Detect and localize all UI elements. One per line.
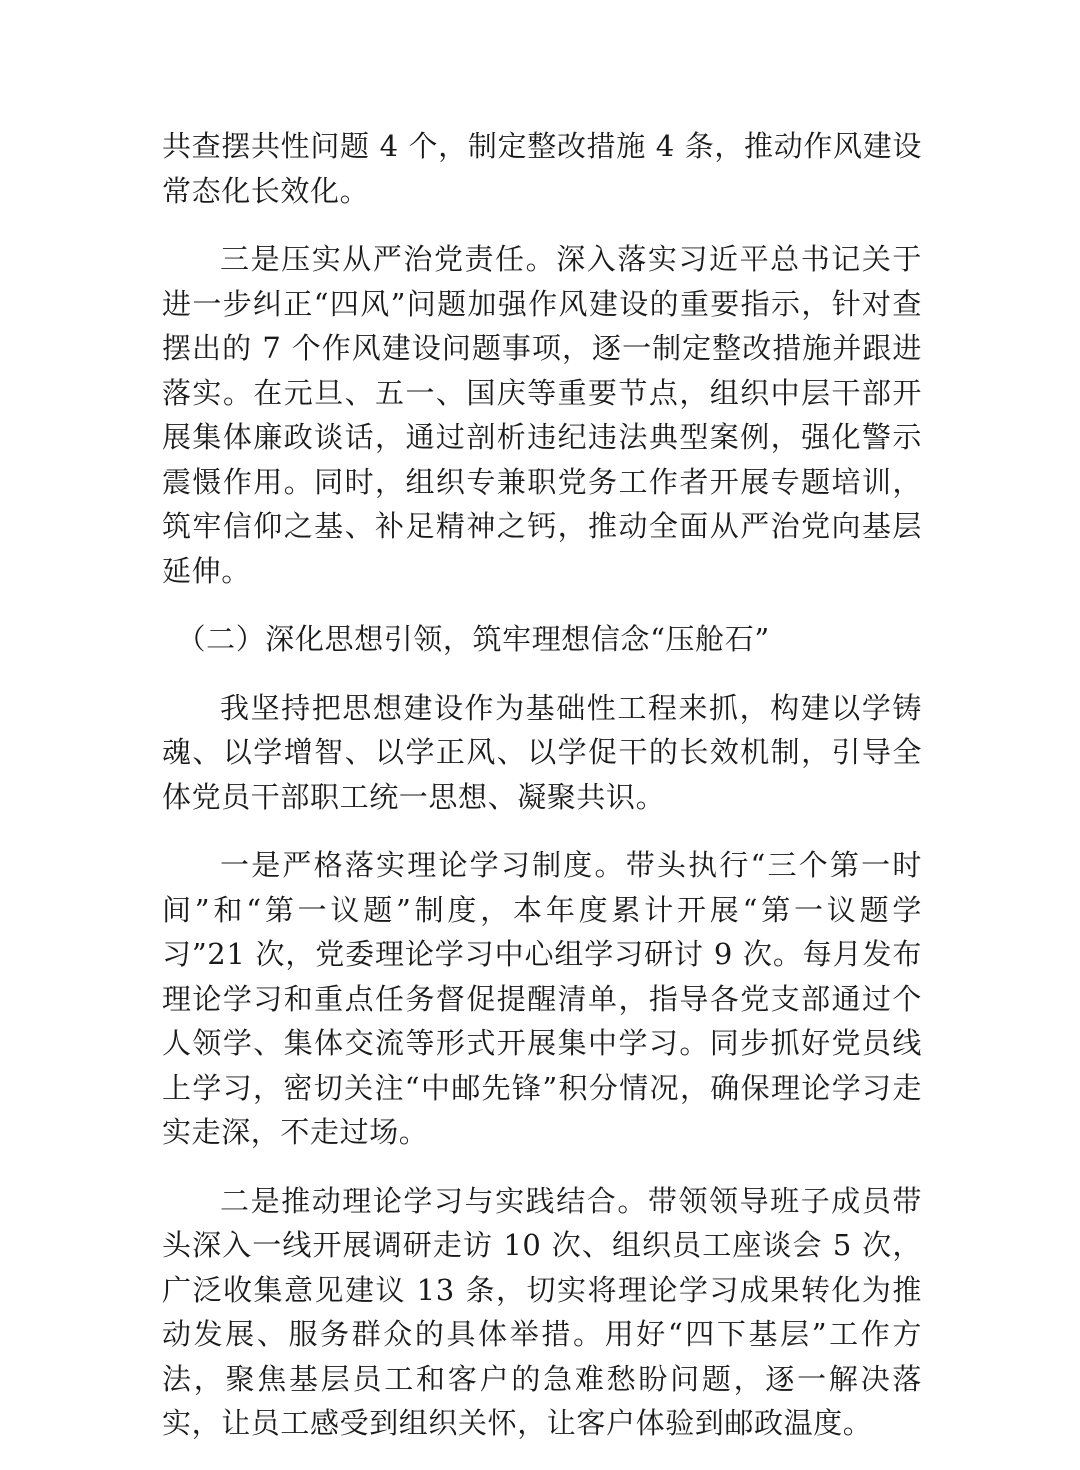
- paragraph-party-responsibility: 三是压实从严治党责任。深入落实习近平总书记关于进一步纠正“四风”问题加强作风建设的重要指示，针对查摆出的 7 个作风建设问题事项，逐一制定整改措施并跟进落实。在元旦、五一、国庆等重要节点，组织中层干部开展集体廉政谈话，通过剖析违纪违法典型案例，强化警示震慑作用。同时，组织专兼职党务工作者开展专题培训，筑牢信仰之基、补足精神之钙，推动全面从严治党向基层延伸。: [162, 242, 922, 588]
- section-heading-ideology: （二）深化思想引领，筑牢理想信念“压舱石”: [176, 622, 770, 656]
- paragraph-theory-study: 一是严格落实理论学习制度。带头执行“三个第一时间”和“第一议题”制度，本年度累计开展“第一议题学习”21 次，党委理论学习中心组学习研讨 9 次。每月发布理论学习和重点任务督促提醒清单，指导各党支部通过个人领学、集体交流等形式开展集中学习。同步抓好党员线上学习，密切关注“中邮先锋”积分情况，确保理论学习走实走深，不走过场。: [162, 848, 922, 1149]
- paragraph-theory-practice: 二是推动理论学习与实践结合。带领领导班子成员带头深入一线开展调研走访 10 次、组织员工座谈会 5 次，广泛收集意见建议 13 条，切实将理论学习成果转化为推动发展、服务群众的具体举措。用好“四下基层”工作方法，聚焦基层员工和客户的急难愁盼问题，逐一解决落实，让员工感受到组织关怀，让客户体验到邮政温度。: [162, 1183, 922, 1440]
- paragraph-ideology-intro: 我坚持把思想建设作为基础性工程来抓，构建以学铸魂、以学增智、以学正风、以学促干的长效机制，引导全体党员干部职工统一思想、凝聚共识。: [162, 690, 922, 814]
- document-body: [162, 124, 922, 1470]
- paragraph-continuation: 共查摆共性问题 4 个，制定整改措施 4 条，推动作风建设常态化长效化。: [162, 129, 922, 208]
